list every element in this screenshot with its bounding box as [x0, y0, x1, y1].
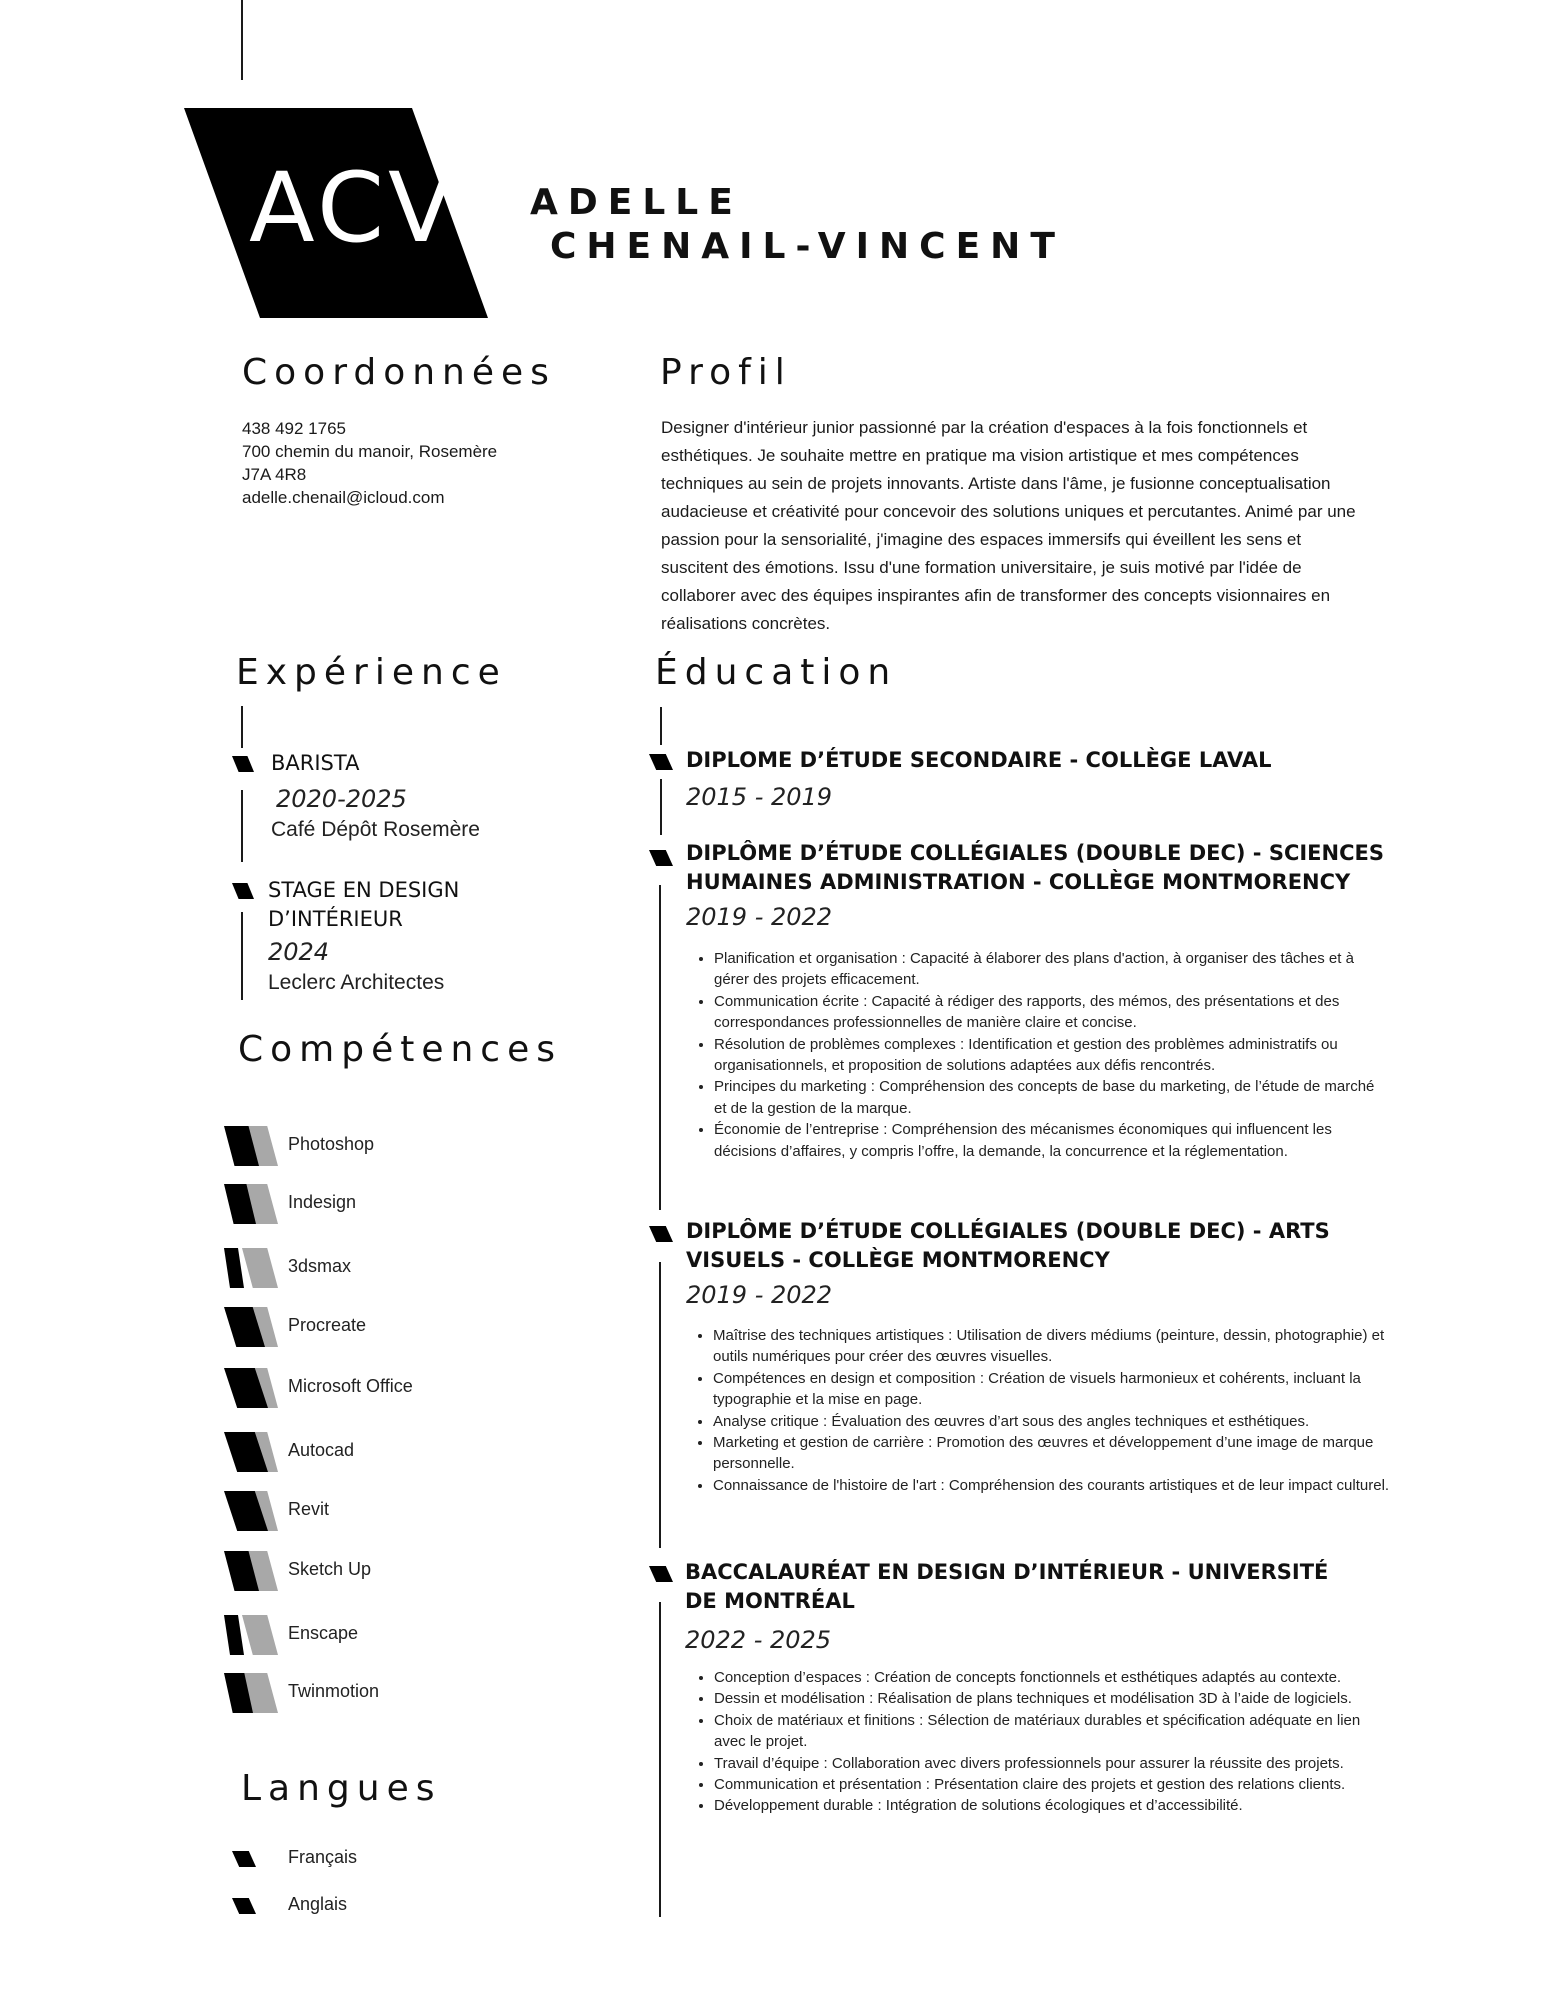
- education-bullets: [690, 948, 1384, 1162]
- contact-email[interactable]: adelle.chenail@icloud.com: [242, 488, 445, 507]
- education-bullet-item: • Travail d’équipe : Collaboration avec divers professionnels pour assurer la réussite des projets.: [714, 1753, 1394, 1774]
- experience-company: Café Dépôt Rosemère: [271, 818, 480, 841]
- skill-level-fill: [224, 1248, 244, 1288]
- skill-label: Autocad: [288, 1440, 355, 1460]
- skill-label: Sketch Up: [288, 1559, 372, 1579]
- skill-level-icon: [224, 1248, 284, 1288]
- education-line: [659, 1262, 661, 1548]
- education-line: [659, 1602, 661, 1917]
- education-bullet-item: • Choix de matériaux et finitions : Sélection de matériaux durables et spécification adéquate en lien avec le projet.: [714, 1710, 1394, 1753]
- education-bullet-item: • Maîtrise des techniques artistiques : Utilisation de divers médiums (peinture, dessin, photographie) et outils numériques pour créer des œuvres visuelles.: [713, 1325, 1393, 1368]
- skill-label: Indesign: [288, 1192, 357, 1212]
- experience-line: [241, 912, 243, 1000]
- education-dates: 2022 - 2025: [685, 1626, 832, 1654]
- education-line: [660, 779, 662, 835]
- skills-heading: Compétences: [238, 1029, 563, 1070]
- education-bullet-icon: [649, 850, 673, 866]
- education-dates: 2015 - 2019: [686, 783, 833, 811]
- education-bullet-item: • Analyse critique : Évaluation des œuvres d’art sous des angles techniques et esthétiques.: [713, 1411, 1393, 1432]
- education-bullet-item: • Communication écrite : Capacité à rédiger des rapports, des mémos, des présentations et des correspondances professionnelles de manière claire et concise.: [714, 991, 1384, 1034]
- skill-label: 3dsmax: [288, 1256, 352, 1276]
- languages-heading: Langues: [241, 1768, 442, 1809]
- skill-label: Revit: [288, 1499, 330, 1519]
- education-title: BACCALAURÉAT EN DESIGN D’INTÉRIEUR - UNIVERSITÉ DE MONTRÉAL: [685, 1560, 1329, 1613]
- skill-level-icon: [224, 1673, 284, 1713]
- contact-block: [242, 417, 562, 509]
- education-bullets: [689, 1325, 1393, 1496]
- education-bullet-item: • Marketing et gestion de carrière : Promotion des œuvres et développement d’une image de marque personnelle.: [713, 1432, 1393, 1475]
- education-line: [660, 707, 662, 745]
- contact-heading: Coordonnées: [242, 352, 556, 393]
- education-bullet-icon: [649, 1226, 673, 1242]
- skill-level-icon: [224, 1184, 284, 1224]
- language-label: Français: [288, 1847, 358, 1867]
- skill-label: Enscape: [288, 1623, 359, 1643]
- education-bullet-item: • Résolution de problèmes complexes : Identification et gestion des problèmes administratifs ou organisationnels, et proposition de solutions adaptées aux défis rencontrés.: [714, 1034, 1384, 1077]
- education-dates: 2019 - 2022: [686, 903, 833, 931]
- logo-initials: ACV: [249, 152, 458, 264]
- contact-phone: 438 492 1765: [242, 419, 346, 438]
- experience-dates: 2020-2025: [276, 785, 407, 813]
- skill-label: Procreate: [288, 1315, 367, 1335]
- experience-role: STAGE EN DESIGN D’INTÉRIEUR: [268, 878, 460, 931]
- education-bullet-item: • Communication et présentation : Présentation claire des projets et gestion des relations clients.: [714, 1774, 1394, 1795]
- skill-level-fill: [224, 1615, 244, 1655]
- education-bullet-item: • Conception d’espaces : Création de concepts fonctionnels et esthétiques adaptés au contexte.: [714, 1667, 1394, 1688]
- education-bullet-item: • Principes du marketing : Compréhension des concepts de base du marketing, de l’étude de marché et de la gestion de la marque.: [714, 1076, 1384, 1119]
- skill-label: Photoshop: [288, 1134, 375, 1154]
- experience-bullet-icon: [232, 883, 254, 899]
- language-bullet-icon: [232, 1851, 256, 1867]
- education-bullet-icon: [649, 1566, 673, 1582]
- education-line: [659, 885, 661, 1210]
- education-bullet-item: • Dessin et modélisation : Réalisation de plans techniques et modélisation 3D à l’aide de logiciels.: [714, 1688, 1394, 1709]
- skill-level-icon: [224, 1368, 284, 1408]
- education-bullet-item: • Connaissance de l'histoire de l'art : Compréhension des courants artistiques et de leur impact culturel.: [713, 1475, 1393, 1496]
- experience-role: BARISTA: [271, 751, 360, 775]
- name-first: ADELLE: [530, 182, 743, 223]
- education-title: DIPLOME D’ÉTUDE SECONDAIRE - COLLÈGE LAVAL: [686, 748, 1272, 772]
- skill-level-icon: [224, 1615, 284, 1655]
- experience-line: [241, 790, 243, 862]
- education-bullet-item: • Compétences en design et composition : Création de visuels harmonieux et cohérents, incluant la typographie et la mise en page.: [713, 1368, 1393, 1411]
- education-bullet-item: • Économie de l’entreprise : Compréhension des mécanismes économiques qui influencent les décisions d’affaires, y compris l’offre, la demande, la concurrence et la réglementation.: [714, 1119, 1384, 1162]
- skill-level-track: [242, 1615, 278, 1655]
- contact-address: 700 chemin du manoir, Rosemère: [242, 442, 498, 461]
- skill-level-track: [242, 1248, 278, 1288]
- skill-level-icon: [224, 1307, 284, 1347]
- education-dates: 2019 - 2022: [686, 1281, 833, 1309]
- logo: [184, 108, 488, 318]
- education-heading: Éducation: [655, 652, 898, 693]
- education-title: DIPLÔME D’ÉTUDE COLLÉGIALES (DOUBLE DEC) - SCIENCES HUMAINES ADMINISTRATION - COLLÈGE MONTMORENCY: [686, 841, 1384, 894]
- education-bullet-item: • Développement durable : Intégration de solutions écologiques et d’accessibilité.: [714, 1795, 1394, 1816]
- profile-text: Designer d'intérieur junior passionné par la création d'espaces à la fois fonctionnels et esthétiques. Je souhaite mettre en pratique ma vision artistique et mes compétences techniques au sein de projets innovants. Artiste dans l'âme, je fusionne conceptualisation audacieuse et créativité pour concevoir des solutions uniques et percutantes. Animé par une passion pour la sensorialité, j'imagine des espaces immersifs qui éveillent les sens et suscitent des émotions. Issu d'une formation universitaire, je suis motivé par l'idée de collaborer avec des équipes inspirantes afin de transformer des concepts visionnaires en réalisations concrètes.: [661, 418, 1356, 633]
- experience-bullet-icon: [232, 756, 254, 772]
- name-last: CHENAIL-VINCENT: [550, 226, 1065, 267]
- language-bullet-icon: [232, 1898, 256, 1914]
- skill-level-icon: [224, 1126, 284, 1166]
- skill-level-icon: [224, 1551, 284, 1591]
- education-title: DIPLÔME D’ÉTUDE COLLÉGIALES (DOUBLE DEC) - ARTS VISUELS - COLLÈGE MONTMORENCY: [686, 1219, 1330, 1272]
- experience-company: Leclerc Architectes: [268, 971, 445, 994]
- experience-line-top: [241, 706, 243, 748]
- language-label: Anglais: [288, 1894, 348, 1914]
- experience-heading: Expérience: [236, 652, 507, 693]
- experience-dates: 2024: [268, 938, 330, 966]
- education-bullet-item: • Planification et organisation : Capacité à élaborer des plans d'action, à organiser des tâches et à gérer des projets efficacement.: [714, 948, 1384, 991]
- top-divider-line: [241, 0, 243, 80]
- skill-level-icon: [224, 1432, 284, 1472]
- education-bullet-icon: [649, 754, 673, 770]
- skill-label: Microsoft Office: [288, 1376, 413, 1396]
- skill-label: Twinmotion: [288, 1681, 380, 1701]
- skill-level-icon: [224, 1491, 284, 1531]
- contact-postal-code: J7A 4R8: [242, 465, 307, 484]
- education-bullets: [690, 1667, 1394, 1817]
- profile-heading: Profil: [660, 352, 792, 393]
